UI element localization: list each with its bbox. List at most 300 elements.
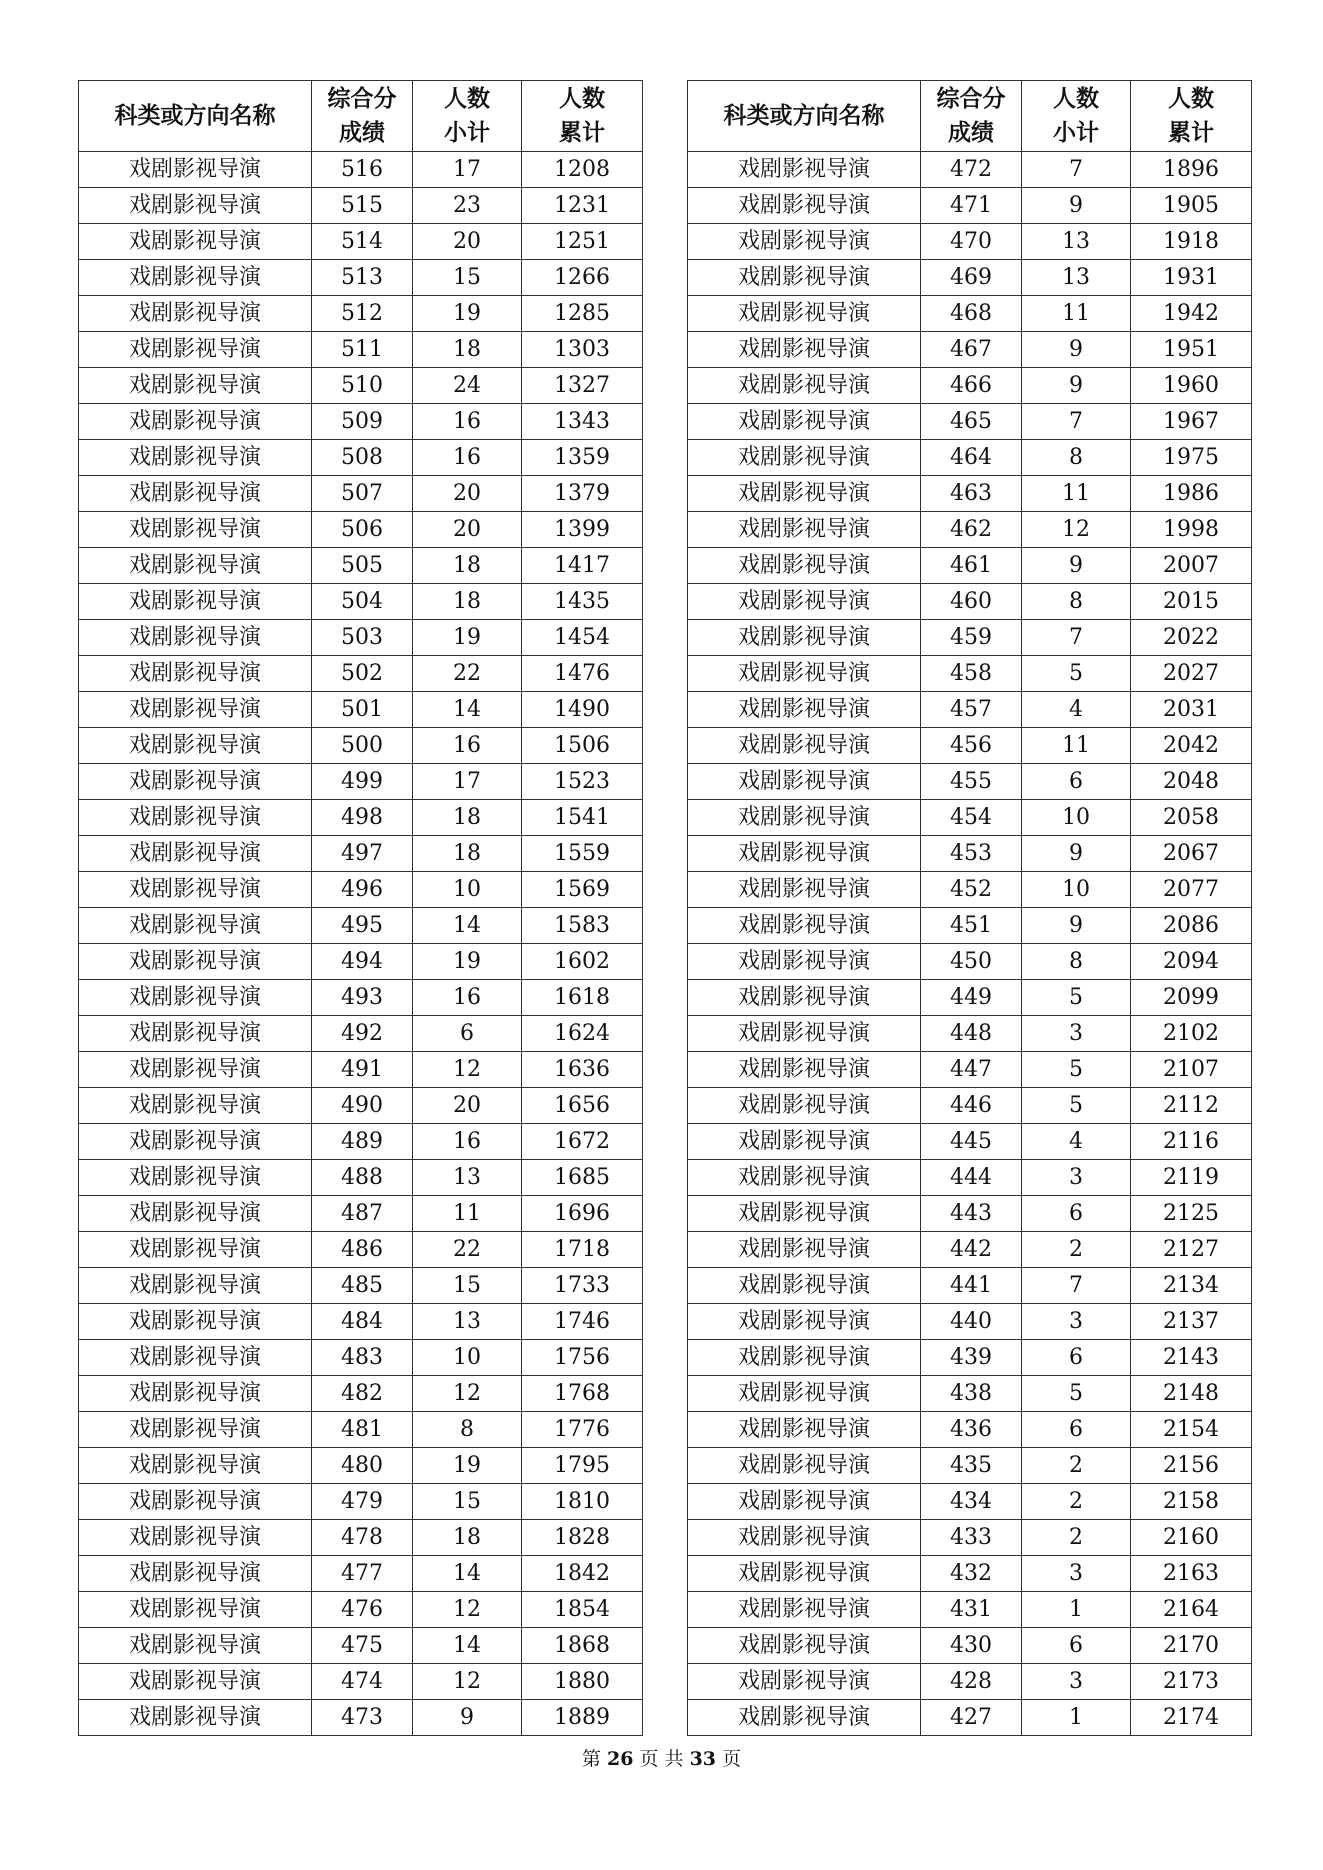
- cell-score: 504: [312, 584, 413, 620]
- cell-name: 戏剧影视导演: [79, 1160, 312, 1196]
- cell-name: 戏剧影视导演: [688, 764, 921, 800]
- cell-count: 13: [413, 1160, 522, 1196]
- cell-name: 戏剧影视导演: [688, 1124, 921, 1160]
- table-row: [688, 1232, 1252, 1268]
- cell-score: 503: [312, 620, 413, 656]
- cell-count: 5: [1022, 980, 1131, 1016]
- header-score-line2: 成绩: [339, 120, 385, 146]
- cell-score: 430: [921, 1628, 1022, 1664]
- cell-cumulative: 1696: [522, 1196, 643, 1232]
- cell-score: 435: [921, 1448, 1022, 1484]
- cell-score: 515: [312, 188, 413, 224]
- cell-name: 戏剧影视导演: [79, 1304, 312, 1340]
- cell-name: 戏剧影视导演: [688, 224, 921, 260]
- table-row: [79, 512, 643, 548]
- header-score-line1: 综合分: [936, 86, 1006, 112]
- cell-score: 479: [312, 1484, 413, 1520]
- cell-name: 戏剧影视导演: [79, 1016, 312, 1052]
- cell-score: 495: [312, 908, 413, 944]
- cell-count: 15: [413, 260, 522, 296]
- cell-name: 戏剧影视导演: [79, 404, 312, 440]
- cell-cumulative: 1285: [522, 296, 643, 332]
- cell-score: 428: [921, 1664, 1022, 1700]
- cell-cumulative: 1905: [1131, 188, 1252, 224]
- table-row: [688, 260, 1252, 296]
- table-row: [79, 836, 643, 872]
- cell-name: 戏剧影视导演: [688, 1268, 921, 1304]
- cell-score: 512: [312, 296, 413, 332]
- cell-name: 戏剧影视导演: [79, 908, 312, 944]
- cell-name: 戏剧影视导演: [79, 944, 312, 980]
- cell-count: 18: [413, 584, 522, 620]
- cell-cumulative: 1343: [522, 404, 643, 440]
- table-row: [688, 800, 1252, 836]
- cell-name: 戏剧影视导演: [688, 1412, 921, 1448]
- cell-cumulative: 2015: [1131, 584, 1252, 620]
- table-row: [688, 764, 1252, 800]
- cell-count: 20: [413, 512, 522, 548]
- cell-cumulative: 2031: [1131, 692, 1252, 728]
- score-table-left: [78, 80, 643, 1736]
- cell-cumulative: 1490: [522, 692, 643, 728]
- cell-cumulative: 2107: [1131, 1052, 1252, 1088]
- cell-cumulative: 2119: [1131, 1160, 1252, 1196]
- cell-score: 452: [921, 872, 1022, 908]
- cell-cumulative: 1636: [522, 1052, 643, 1088]
- cell-name: 戏剧影视导演: [79, 1268, 312, 1304]
- table-row: [688, 584, 1252, 620]
- table-row: [79, 908, 643, 944]
- cell-count: 1: [1022, 1700, 1131, 1736]
- table-row: [79, 1124, 643, 1160]
- cell-cumulative: 2112: [1131, 1088, 1252, 1124]
- cell-count: 14: [413, 908, 522, 944]
- cell-score: 496: [312, 872, 413, 908]
- header-count: [1022, 81, 1131, 152]
- cell-name: 戏剧影视导演: [79, 656, 312, 692]
- cell-count: 11: [413, 1196, 522, 1232]
- table-row: [79, 944, 643, 980]
- cell-name: 戏剧影视导演: [79, 188, 312, 224]
- cell-name: 戏剧影视导演: [79, 800, 312, 836]
- table-row: [688, 224, 1252, 260]
- table-row: [688, 1520, 1252, 1556]
- table-row: [688, 692, 1252, 728]
- cell-count: 3: [1022, 1556, 1131, 1592]
- header-cumulative: [522, 81, 643, 152]
- cell-count: 6: [1022, 764, 1131, 800]
- cell-cumulative: 2027: [1131, 656, 1252, 692]
- cell-score: 448: [921, 1016, 1022, 1052]
- cell-name: 戏剧影视导演: [688, 512, 921, 548]
- cell-name: 戏剧影视导演: [688, 1016, 921, 1052]
- cell-count: 3: [1022, 1016, 1131, 1052]
- cell-count: 8: [1022, 584, 1131, 620]
- cell-cumulative: 1967: [1131, 404, 1252, 440]
- table-row: [79, 368, 643, 404]
- table-row: [688, 1664, 1252, 1700]
- header-score-line2: 成绩: [948, 120, 994, 146]
- cell-name: 戏剧影视导演: [79, 1124, 312, 1160]
- cell-name: 戏剧影视导演: [688, 152, 921, 188]
- cell-score: 498: [312, 800, 413, 836]
- cell-score: 507: [312, 476, 413, 512]
- cell-cumulative: 1998: [1131, 512, 1252, 548]
- header-count: [413, 81, 522, 152]
- header-cumulative-line1: 人数: [1168, 86, 1214, 112]
- cell-count: 19: [413, 944, 522, 980]
- cell-name: 戏剧影视导演: [688, 332, 921, 368]
- table-row: [688, 332, 1252, 368]
- table-row: [79, 1592, 643, 1628]
- cell-count: 11: [1022, 476, 1131, 512]
- cell-name: 戏剧影视导演: [688, 1484, 921, 1520]
- cell-cumulative: 1602: [522, 944, 643, 980]
- footer-page-number: 26: [606, 1748, 634, 1770]
- cell-cumulative: 1685: [522, 1160, 643, 1196]
- cell-cumulative: 1931: [1131, 260, 1252, 296]
- cell-score: 446: [921, 1088, 1022, 1124]
- cell-name: 戏剧影视导演: [688, 296, 921, 332]
- cell-count: 18: [413, 332, 522, 368]
- cell-cumulative: 2158: [1131, 1484, 1252, 1520]
- cell-count: 16: [413, 728, 522, 764]
- cell-score: 510: [312, 368, 413, 404]
- table-row: [79, 692, 643, 728]
- cell-count: 12: [1022, 512, 1131, 548]
- cell-count: 9: [1022, 332, 1131, 368]
- table-row: [79, 1484, 643, 1520]
- table-row: [79, 800, 643, 836]
- table-row: [79, 1556, 643, 1592]
- cell-score: 454: [921, 800, 1022, 836]
- cell-count: 8: [1022, 440, 1131, 476]
- cell-name: 戏剧影视导演: [79, 1592, 312, 1628]
- cell-name: 戏剧影视导演: [79, 1556, 312, 1592]
- cell-score: 464: [921, 440, 1022, 476]
- cell-cumulative: 1718: [522, 1232, 643, 1268]
- table-row: [688, 512, 1252, 548]
- table-row: [688, 872, 1252, 908]
- cell-score: 453: [921, 836, 1022, 872]
- cell-score: 455: [921, 764, 1022, 800]
- cell-name: 戏剧影视导演: [79, 764, 312, 800]
- cell-name: 戏剧影视导演: [79, 224, 312, 260]
- cell-score: 466: [921, 368, 1022, 404]
- table-row: [79, 1376, 643, 1412]
- cell-name: 戏剧影视导演: [688, 872, 921, 908]
- cell-name: 戏剧影视导演: [688, 1556, 921, 1592]
- cell-cumulative: 2077: [1131, 872, 1252, 908]
- cell-count: 20: [413, 476, 522, 512]
- cell-score: 485: [312, 1268, 413, 1304]
- header-count-line1: 人数: [1053, 86, 1099, 112]
- cell-count: 9: [1022, 836, 1131, 872]
- table-row: [79, 1052, 643, 1088]
- cell-name: 戏剧影视导演: [688, 620, 921, 656]
- cell-cumulative: 1266: [522, 260, 643, 296]
- cell-cumulative: 2086: [1131, 908, 1252, 944]
- cell-count: 13: [413, 1304, 522, 1340]
- cell-cumulative: 1417: [522, 548, 643, 584]
- cell-count: 14: [413, 1628, 522, 1664]
- cell-count: 12: [413, 1664, 522, 1700]
- cell-cumulative: 2099: [1131, 980, 1252, 1016]
- cell-name: 戏剧影视导演: [688, 584, 921, 620]
- table-row: [688, 728, 1252, 764]
- cell-count: 19: [413, 620, 522, 656]
- cell-score: 444: [921, 1160, 1022, 1196]
- table-row: [79, 1340, 643, 1376]
- cell-name: 戏剧影视导演: [79, 728, 312, 764]
- table-row: [79, 1196, 643, 1232]
- cell-name: 戏剧影视导演: [79, 584, 312, 620]
- table-row: [79, 260, 643, 296]
- footer-middle: 页 共: [639, 1748, 684, 1770]
- cell-score: 471: [921, 188, 1022, 224]
- cell-cumulative: 2143: [1131, 1340, 1252, 1376]
- header-score-line1: 综合分: [327, 86, 397, 112]
- table-row: [79, 476, 643, 512]
- cell-cumulative: 2163: [1131, 1556, 1252, 1592]
- cell-score: 447: [921, 1052, 1022, 1088]
- cell-score: 488: [312, 1160, 413, 1196]
- table-row: [79, 1268, 643, 1304]
- cell-cumulative: 2042: [1131, 728, 1252, 764]
- cell-name: 戏剧影视导演: [79, 476, 312, 512]
- cell-cumulative: 1746: [522, 1304, 643, 1340]
- table-row: [79, 1160, 643, 1196]
- cell-cumulative: 1854: [522, 1592, 643, 1628]
- cell-count: 10: [413, 1340, 522, 1376]
- table-row: [688, 440, 1252, 476]
- cell-count: 10: [413, 872, 522, 908]
- cell-count: 13: [1022, 260, 1131, 296]
- cell-score: 456: [921, 728, 1022, 764]
- cell-count: 5: [1022, 656, 1131, 692]
- cell-name: 戏剧影视导演: [79, 512, 312, 548]
- cell-name: 戏剧影视导演: [688, 1376, 921, 1412]
- cell-count: 10: [1022, 872, 1131, 908]
- cell-name: 戏剧影视导演: [688, 656, 921, 692]
- table-row: [79, 728, 643, 764]
- cell-name: 戏剧影视导演: [79, 1412, 312, 1448]
- cell-score: 442: [921, 1232, 1022, 1268]
- cell-cumulative: 2137: [1131, 1304, 1252, 1340]
- cell-cumulative: 2170: [1131, 1628, 1252, 1664]
- cell-cumulative: 1951: [1131, 332, 1252, 368]
- cell-count: 6: [1022, 1196, 1131, 1232]
- cell-score: 509: [312, 404, 413, 440]
- cell-cumulative: 1506: [522, 728, 643, 764]
- cell-cumulative: 1327: [522, 368, 643, 404]
- cell-name: 戏剧影视导演: [688, 728, 921, 764]
- cell-count: 18: [413, 836, 522, 872]
- table-row: [688, 1556, 1252, 1592]
- cell-score: 436: [921, 1412, 1022, 1448]
- cell-name: 戏剧影视导演: [79, 260, 312, 296]
- cell-score: 480: [312, 1448, 413, 1484]
- cell-count: 18: [413, 800, 522, 836]
- cell-cumulative: 2160: [1131, 1520, 1252, 1556]
- table-row: [688, 296, 1252, 332]
- cell-count: 7: [1022, 152, 1131, 188]
- cell-cumulative: 1208: [522, 152, 643, 188]
- cell-cumulative: 1454: [522, 620, 643, 656]
- table-row: [79, 1448, 643, 1484]
- cell-cumulative: 1960: [1131, 368, 1252, 404]
- cell-cumulative: 1975: [1131, 440, 1252, 476]
- cell-score: 431: [921, 1592, 1022, 1628]
- cell-count: 5: [1022, 1052, 1131, 1088]
- cell-score: 490: [312, 1088, 413, 1124]
- table-header-row: [79, 81, 643, 152]
- cell-name: 戏剧影视导演: [688, 404, 921, 440]
- cell-count: 6: [1022, 1412, 1131, 1448]
- cell-score: 484: [312, 1304, 413, 1340]
- table-row: [79, 1016, 643, 1052]
- cell-cumulative: 2048: [1131, 764, 1252, 800]
- cell-count: 14: [413, 692, 522, 728]
- header-count-line1: 人数: [444, 86, 490, 112]
- cell-cumulative: 2134: [1131, 1268, 1252, 1304]
- cell-count: 16: [413, 440, 522, 476]
- table-row: [79, 1232, 643, 1268]
- cell-cumulative: 1776: [522, 1412, 643, 1448]
- cell-cumulative: 1828: [522, 1520, 643, 1556]
- cell-score: 489: [312, 1124, 413, 1160]
- table-body-left: [79, 152, 643, 1736]
- cell-score: 443: [921, 1196, 1022, 1232]
- cell-score: 474: [312, 1664, 413, 1700]
- cell-cumulative: 1889: [522, 1700, 643, 1736]
- cell-name: 戏剧影视导演: [79, 332, 312, 368]
- cell-count: 14: [413, 1556, 522, 1592]
- cell-count: 12: [413, 1592, 522, 1628]
- footer-suffix: 页: [722, 1748, 742, 1770]
- header-cumulative-line1: 人数: [559, 86, 605, 112]
- cell-name: 戏剧影视导演: [688, 1592, 921, 1628]
- cell-count: 11: [1022, 296, 1131, 332]
- table-row: [79, 764, 643, 800]
- header-cumulative: [1131, 81, 1252, 152]
- cell-count: 2: [1022, 1520, 1131, 1556]
- cell-name: 戏剧影视导演: [79, 152, 312, 188]
- table-row: [79, 872, 643, 908]
- cell-cumulative: 1896: [1131, 152, 1252, 188]
- table-row: [688, 1016, 1252, 1052]
- cell-score: 506: [312, 512, 413, 548]
- table-row: [688, 152, 1252, 188]
- cell-count: 6: [413, 1016, 522, 1052]
- cell-count: 6: [1022, 1628, 1131, 1664]
- cell-cumulative: 2156: [1131, 1448, 1252, 1484]
- cell-cumulative: 2125: [1131, 1196, 1252, 1232]
- cell-score: 514: [312, 224, 413, 260]
- cell-cumulative: 2094: [1131, 944, 1252, 980]
- cell-score: 461: [921, 548, 1022, 584]
- header-cumulative-line2: 累计: [559, 120, 605, 146]
- cell-score: 460: [921, 584, 1022, 620]
- table-row: [688, 980, 1252, 1016]
- cell-score: 483: [312, 1340, 413, 1376]
- table-row: [79, 656, 643, 692]
- cell-cumulative: 1569: [522, 872, 643, 908]
- cell-score: 501: [312, 692, 413, 728]
- cell-cumulative: 1523: [522, 764, 643, 800]
- cell-count: 4: [1022, 692, 1131, 728]
- cell-cumulative: 1303: [522, 332, 643, 368]
- cell-cumulative: 1810: [522, 1484, 643, 1520]
- cell-cumulative: 1942: [1131, 296, 1252, 332]
- table-row: [79, 188, 643, 224]
- table-row: [688, 1124, 1252, 1160]
- cell-name: 戏剧影视导演: [79, 1628, 312, 1664]
- header-score: [312, 81, 413, 152]
- cell-count: 10: [1022, 800, 1131, 836]
- cell-name: 戏剧影视导演: [688, 1664, 921, 1700]
- table-row: [688, 1448, 1252, 1484]
- cell-score: 441: [921, 1268, 1022, 1304]
- footer-prefix: 第: [581, 1748, 601, 1770]
- cell-cumulative: 2173: [1131, 1664, 1252, 1700]
- cell-count: 5: [1022, 1376, 1131, 1412]
- cell-count: 22: [413, 656, 522, 692]
- cell-name: 戏剧影视导演: [79, 872, 312, 908]
- cell-score: 472: [921, 152, 1022, 188]
- cell-score: 467: [921, 332, 1022, 368]
- cell-name: 戏剧影视导演: [688, 836, 921, 872]
- cell-cumulative: 1624: [522, 1016, 643, 1052]
- cell-score: 500: [312, 728, 413, 764]
- cell-name: 戏剧影视导演: [79, 1448, 312, 1484]
- table-header-row: [688, 81, 1252, 152]
- cell-count: 2: [1022, 1232, 1131, 1268]
- cell-cumulative: 1672: [522, 1124, 643, 1160]
- cell-name: 戏剧影视导演: [688, 800, 921, 836]
- table-row: [688, 908, 1252, 944]
- cell-cumulative: 2067: [1131, 836, 1252, 872]
- cell-name: 戏剧影视导演: [79, 620, 312, 656]
- cell-name: 戏剧影视导演: [79, 368, 312, 404]
- cell-count: 17: [413, 152, 522, 188]
- cell-cumulative: 1251: [522, 224, 643, 260]
- cell-score: 497: [312, 836, 413, 872]
- cell-score: 470: [921, 224, 1022, 260]
- cell-count: 2: [1022, 1484, 1131, 1520]
- cell-count: 16: [413, 1124, 522, 1160]
- cell-name: 戏剧影视导演: [688, 1520, 921, 1556]
- cell-count: 7: [1022, 620, 1131, 656]
- footer-total-pages: 33: [689, 1748, 717, 1770]
- header-count-line2: 小计: [1053, 120, 1099, 146]
- table-row: [688, 836, 1252, 872]
- cell-cumulative: 1795: [522, 1448, 643, 1484]
- table-row: [688, 548, 1252, 584]
- cell-name: 戏剧影视导演: [79, 1052, 312, 1088]
- cell-count: 22: [413, 1232, 522, 1268]
- cell-name: 戏剧影视导演: [688, 548, 921, 584]
- cell-count: 17: [413, 764, 522, 800]
- table-row: [79, 224, 643, 260]
- table-row: [79, 1412, 643, 1448]
- table-row: [79, 404, 643, 440]
- cell-score: 439: [921, 1340, 1022, 1376]
- table-row: [79, 1520, 643, 1556]
- cell-score: 476: [312, 1592, 413, 1628]
- table-row: [79, 1664, 643, 1700]
- header-name: 科类或方向名称: [79, 81, 312, 152]
